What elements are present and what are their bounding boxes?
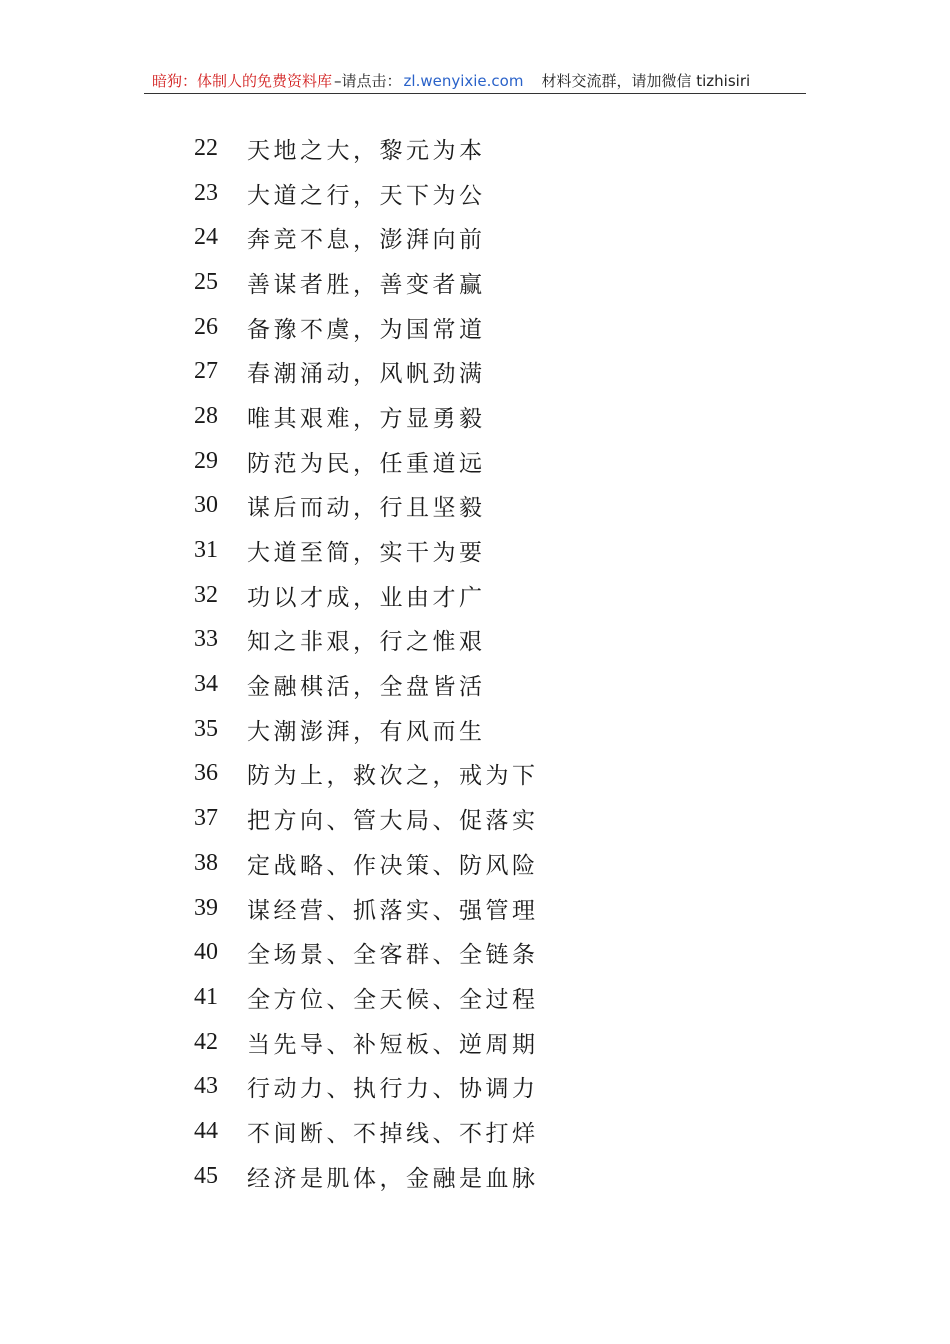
item-text: 全场景、全客群、全链条: [247, 942, 539, 969]
item-number: 29: [194, 447, 218, 474]
header-divider: [144, 93, 806, 94]
item-number: 32: [194, 581, 218, 608]
item-text: 行动力、执行力、协调力: [247, 1076, 539, 1103]
item-text: 谋后而动，行且坚毅: [247, 495, 486, 522]
item-number: 36: [194, 760, 218, 787]
item-text: 功以才成，业由才广: [247, 584, 486, 611]
item-text: 防范为民，任重道远: [247, 450, 486, 477]
list-item: [194, 841, 539, 886]
item-number: 26: [194, 313, 218, 340]
list-item: [194, 752, 539, 797]
item-text: 金融棋活，全盘皆活: [247, 674, 486, 701]
item-number: 39: [194, 894, 218, 921]
item-number: 42: [194, 1028, 218, 1055]
item-text: 不间断、不掉线、不打烊: [247, 1120, 539, 1147]
item-text: 全方位、全天候、全过程: [247, 986, 539, 1013]
item-text: 定战略、作决策、防风险: [247, 852, 539, 879]
phrase-list: [194, 126, 539, 1199]
list-item: [194, 930, 539, 975]
list-item: [194, 126, 539, 171]
list-item: [194, 1109, 539, 1154]
item-number: 44: [194, 1117, 218, 1144]
item-text: 防为上，救次之，戒为下: [247, 763, 539, 790]
item-number: 23: [194, 179, 218, 206]
list-item: [194, 975, 539, 1020]
item-number: 37: [194, 805, 218, 832]
item-number: 33: [194, 626, 218, 653]
item-text: 春潮涌动，风帆劲满: [247, 361, 486, 388]
list-item: [194, 171, 539, 216]
list-item: [194, 439, 539, 484]
item-number: 43: [194, 1073, 218, 1100]
page-header: [144, 70, 806, 92]
header-brand: 暗狗：体制人的免费资料库: [152, 72, 333, 90]
item-text: 奔竞不息，澎湃向前: [247, 227, 486, 254]
item-text: 当先导、补短板、逆周期: [247, 1031, 539, 1058]
list-item: [194, 1064, 539, 1109]
item-number: 25: [194, 268, 218, 295]
item-number: 41: [194, 983, 218, 1010]
item-text: 大道之行，天下为公: [247, 182, 486, 209]
list-item: [194, 1154, 539, 1199]
header-contact: 材料交流群，请加微信 tizhisiri: [541, 72, 751, 90]
list-item: [194, 305, 539, 350]
item-text: 大潮澎湃，有风而生: [247, 718, 486, 745]
item-text: 大道至简，实干为要: [247, 540, 486, 567]
header-prompt: –请点击：: [334, 72, 402, 90]
list-item: [194, 662, 539, 707]
list-item: [194, 215, 539, 260]
item-text: 唯其艰难，方显勇毅: [247, 405, 486, 432]
item-number: 24: [194, 224, 218, 251]
list-item: [194, 484, 539, 529]
item-text: 谋经营、抓落实、强管理: [247, 897, 539, 924]
item-number: 30: [194, 492, 218, 519]
list-item: [194, 618, 539, 663]
list-item: [194, 349, 539, 394]
item-number: 35: [194, 715, 218, 742]
item-number: 34: [194, 671, 218, 698]
item-number: 31: [194, 537, 218, 564]
list-item: [194, 573, 539, 618]
item-text: 天地之大，黎元为本: [247, 137, 486, 164]
item-text: 善谋者胜，善变者赢: [247, 271, 486, 298]
item-number: 27: [194, 358, 218, 385]
item-text: 把方向、管大局、促落实: [247, 808, 539, 835]
item-number: 38: [194, 849, 218, 876]
item-number: 40: [194, 939, 218, 966]
item-number: 45: [194, 1162, 218, 1189]
item-text: 备豫不虞，为国常道: [247, 316, 486, 343]
list-item: [194, 707, 539, 752]
list-item: [194, 260, 539, 305]
item-number: 28: [194, 402, 218, 429]
list-item: [194, 1020, 539, 1065]
item-text: 知之非艰，行之惟艰: [247, 629, 486, 656]
item-number: 22: [194, 134, 218, 161]
list-item: [194, 796, 539, 841]
item-text: 经济是肌体，金融是血脉: [247, 1165, 539, 1192]
list-item: [194, 886, 539, 931]
header-link[interactable]: zl.wenyixie.com: [403, 72, 524, 90]
list-item: [194, 394, 539, 439]
list-item: [194, 528, 539, 573]
